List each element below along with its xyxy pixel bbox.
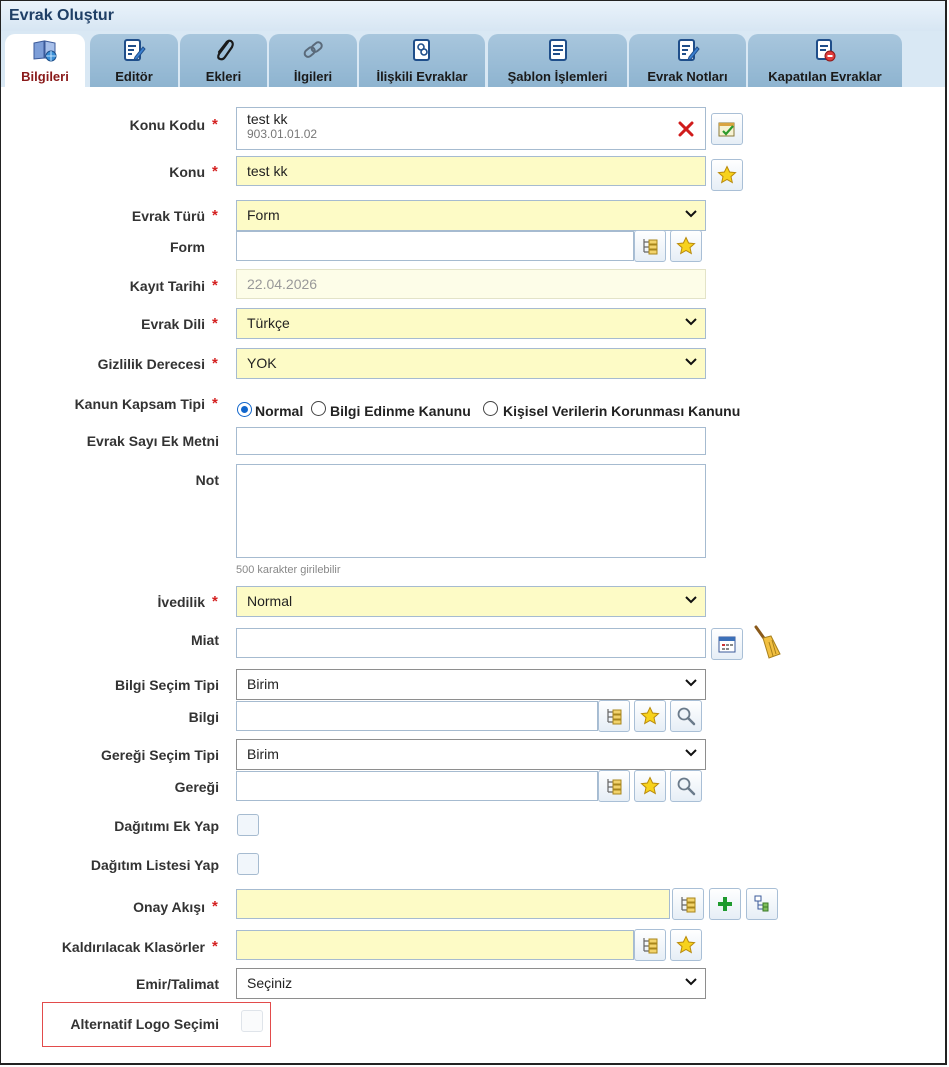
linked-document-icon: [409, 37, 435, 63]
radio-bilgi-edinme[interactable]: [311, 401, 326, 416]
plus-icon: [715, 894, 735, 914]
sayi-ek-metni-field[interactable]: [236, 427, 706, 455]
tree-list-icon: [640, 236, 660, 256]
tab-bar: [1, 31, 945, 87]
required-mark: *: [212, 277, 218, 294]
required-mark: *: [212, 593, 218, 610]
link-icon: [300, 37, 326, 63]
chevron-down-icon: [685, 978, 697, 986]
tab-evrak-notlari[interactable]: [629, 34, 746, 87]
bilgi-secim-tipi-label: Bilgi Seçim Tipi: [115, 677, 219, 693]
ivedilik-select[interactable]: [236, 586, 706, 617]
bilgi-tree-button[interactable]: [598, 700, 630, 732]
tab-label: İlgileri: [293, 69, 333, 84]
gizlilik-value: YOK: [247, 355, 277, 371]
konu-favorite-button[interactable]: [711, 159, 743, 191]
closed-document-icon: [812, 37, 838, 63]
form-field[interactable]: [236, 231, 634, 261]
dagitimi-ek-yap-checkbox[interactable]: [237, 814, 259, 836]
radio-normal-label: Normal: [255, 403, 304, 419]
required-mark: *: [212, 898, 218, 915]
tab-bilgileri[interactable]: [5, 34, 85, 87]
geregi-favorite-button[interactable]: [634, 770, 666, 802]
alternatif-logo-label: Alternatif Logo Seçimi: [70, 1016, 219, 1032]
radio-normal[interactable]: [237, 402, 252, 417]
bilgi-favorite-button[interactable]: [634, 700, 666, 732]
bilgi-label: Bilgi: [188, 709, 219, 725]
tab-label: Kapatılan Evraklar: [768, 69, 882, 84]
tree-list-icon: [604, 706, 624, 726]
radio-kvkk-label: Kişisel Verilerin Korunması Kanunu: [503, 403, 741, 419]
required-mark: *: [212, 355, 218, 372]
miat-field[interactable]: [236, 628, 706, 658]
tab-label: Bilgileri: [21, 69, 69, 84]
evrak-dili-value: Türkçe: [247, 315, 290, 331]
radio-kvkk[interactable]: [483, 401, 498, 416]
required-mark: *: [212, 938, 218, 955]
kaldirilacak-klasorler-label: Kaldırılacak Klasörler: [61, 939, 205, 955]
tab-iliskili-evraklar[interactable]: [359, 34, 485, 87]
evrak-dili-label: Evrak Dili: [141, 316, 205, 332]
konu-kodu-label: Konu Kodu: [129, 117, 205, 133]
tab-kapatilan-evraklar[interactable]: [748, 34, 902, 87]
star-icon: [676, 236, 696, 256]
konu-kodu-select-button[interactable]: [711, 113, 743, 145]
tab-sablon-islemleri[interactable]: [488, 34, 627, 87]
evrak-dili-select[interactable]: [236, 308, 706, 339]
clear-icon[interactable]: [677, 120, 695, 138]
window-titlebar: [1, 1, 945, 31]
flow-tree-icon: [752, 894, 772, 914]
geregi-field[interactable]: [236, 771, 598, 801]
konu-kodu-code: 903.01.01.02: [247, 127, 318, 141]
required-mark: *: [212, 163, 218, 180]
konu-kodu-field[interactable]: [236, 107, 706, 150]
star-icon: [717, 165, 737, 185]
gizlilik-select[interactable]: [236, 348, 706, 379]
gizlilik-label: Gizlilik Derecesi: [97, 356, 205, 372]
not-char-hint: 500 karakter girilebilir: [236, 564, 341, 576]
onay-akisi-flow-button[interactable]: [746, 888, 778, 920]
konu-kodu-value: test kk: [247, 111, 288, 127]
onay-akisi-field[interactable]: [236, 889, 670, 919]
tab-label: Evrak Notları: [647, 69, 728, 84]
kanun-kapsam-label: Kanun Kapsam Tipi: [74, 396, 205, 412]
geregi-label: Gereği: [174, 779, 219, 795]
chevron-down-icon: [685, 749, 697, 757]
geregi-search-button[interactable]: [670, 770, 702, 802]
chevron-down-icon: [685, 318, 697, 326]
geregi-tree-button[interactable]: [598, 770, 630, 802]
search-icon: [676, 776, 696, 796]
chevron-down-icon: [685, 358, 697, 366]
evrak-turu-select[interactable]: [236, 200, 706, 231]
emir-talimat-value: Seçiniz: [247, 975, 293, 991]
calendar-icon: [717, 634, 737, 654]
kayit-tarihi-label: Kayıt Tarihi: [129, 278, 205, 294]
onay-akisi-label: Onay Akışı: [133, 899, 205, 915]
tree-list-icon: [640, 935, 660, 955]
required-mark: *: [212, 315, 218, 332]
sayi-ek-metni-label: Evrak Sayı Ek Metni: [86, 433, 219, 449]
geregi-secim-tipi-select[interactable]: [236, 739, 706, 770]
bilgi-secim-tipi-select[interactable]: [236, 669, 706, 700]
document-edit-icon: [121, 37, 147, 63]
dagitimi-ek-yap-label: Dağıtımı Ek Yap: [114, 818, 219, 834]
tab-editor[interactable]: [90, 34, 178, 87]
tab-label: İlişkili Evraklar: [376, 69, 468, 84]
kaldirilacak-klasorler-field[interactable]: [236, 930, 634, 960]
miat-calendar-button[interactable]: [711, 628, 743, 660]
required-mark: *: [212, 207, 218, 224]
star-icon: [676, 935, 696, 955]
konu-field[interactable]: test kk: [236, 156, 706, 186]
form-tree-button[interactable]: [634, 230, 666, 262]
note-edit-icon: [675, 37, 701, 63]
form-favorite-button[interactable]: [670, 230, 702, 262]
dagitim-listesi-yap-checkbox[interactable]: [237, 853, 259, 875]
radio-bilgi-edinme-label: Bilgi Edinme Kanunu: [330, 403, 471, 419]
konu-label: Konu: [169, 164, 205, 180]
ivedilik-label: İvedilik: [157, 594, 205, 610]
bilgi-search-button[interactable]: [670, 700, 702, 732]
tab-ilgileri[interactable]: [269, 34, 357, 87]
chevron-down-icon: [685, 679, 697, 687]
broom-clear-icon[interactable]: [749, 624, 783, 660]
chevron-down-icon: [685, 210, 697, 218]
book-globe-icon: [32, 37, 58, 63]
ivedilik-value: Normal: [247, 593, 293, 609]
miat-label: Miat: [191, 632, 219, 648]
dagitim-listesi-yap-label: Dağıtım Listesi Yap: [90, 857, 219, 873]
bilgi-secim-tipi-value: Birim: [247, 676, 279, 692]
geregi-secim-tipi-label: Gereği Seçim Tipi: [100, 747, 219, 763]
klasorler-favorite-button[interactable]: [670, 929, 702, 961]
form-label: Form: [170, 239, 205, 255]
calendar-check-icon: [717, 119, 737, 139]
bilgi-field[interactable]: [236, 701, 598, 731]
kayit-tarihi-field: 22.04.2026: [236, 269, 706, 299]
evrak-turu-value: Form: [247, 207, 280, 223]
onay-akisi-add-button[interactable]: [709, 888, 741, 920]
paperclip-icon: [211, 37, 237, 63]
tree-list-icon: [604, 776, 624, 796]
not-label: Not: [195, 472, 219, 488]
not-textarea[interactable]: [236, 464, 706, 558]
search-icon: [676, 706, 696, 726]
emir-talimat-select[interactable]: [236, 968, 706, 999]
evrak-turu-label: Evrak Türü: [131, 208, 205, 224]
alternatif-logo-checkbox[interactable]: [241, 1010, 263, 1032]
tree-list-icon: [678, 894, 698, 914]
tab-label: Şablon İşlemleri: [507, 69, 608, 84]
window-title: Evrak Oluştur: [9, 7, 114, 24]
template-document-icon: [545, 37, 571, 63]
emir-talimat-label: Emir/Talimat: [136, 976, 219, 992]
required-mark: *: [212, 116, 218, 133]
klasorler-tree-button[interactable]: [634, 929, 666, 961]
star-icon: [640, 706, 660, 726]
tab-ekleri[interactable]: [180, 34, 267, 87]
geregi-secim-tipi-value: Birim: [247, 746, 279, 762]
chevron-down-icon: [685, 596, 697, 604]
tab-label: Ekleri: [205, 69, 242, 84]
tab-label: Editör: [115, 69, 153, 84]
star-icon: [640, 776, 660, 796]
required-mark: *: [212, 395, 218, 412]
onay-akisi-tree-button[interactable]: [672, 888, 704, 920]
